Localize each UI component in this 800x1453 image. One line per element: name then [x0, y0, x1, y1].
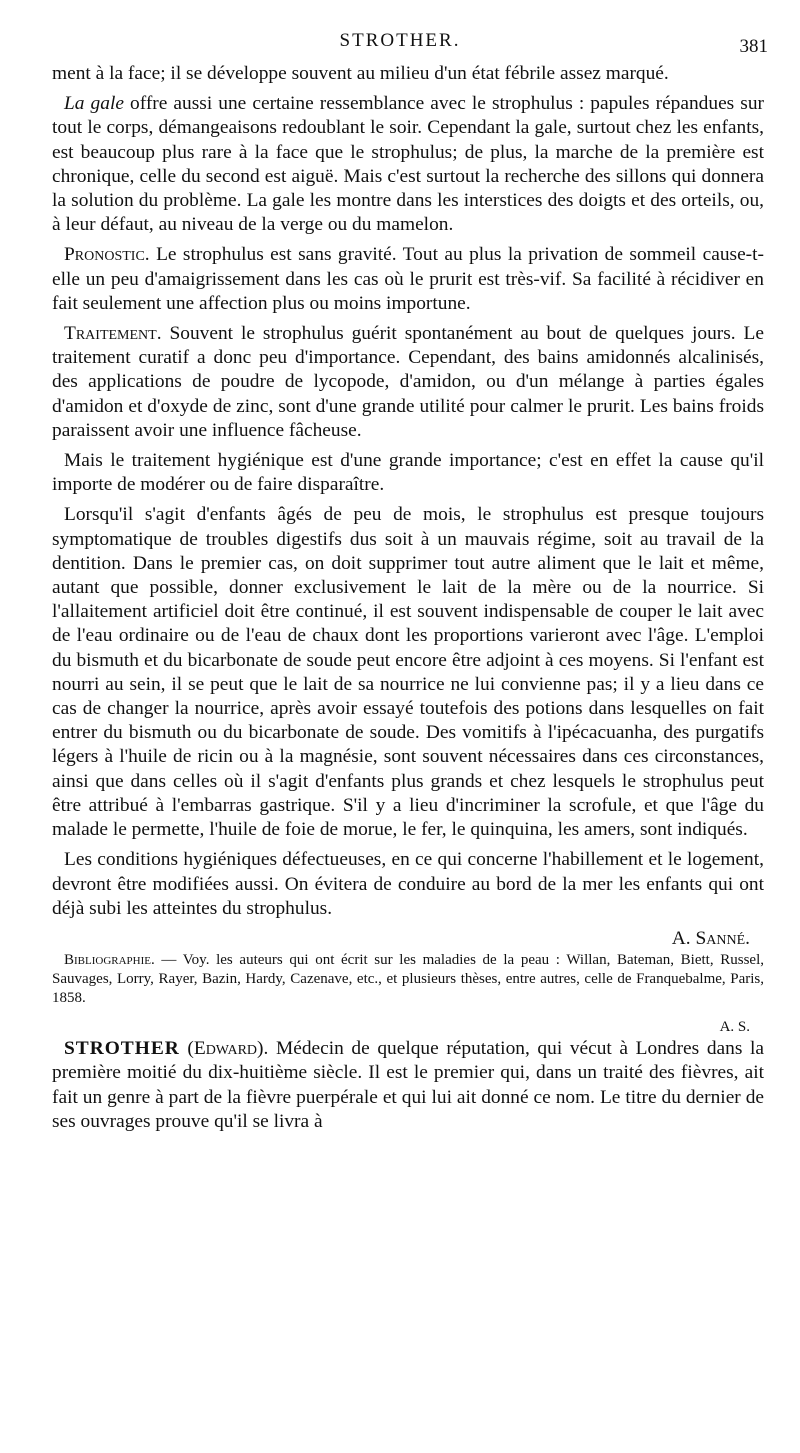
paragraph-continuation: ment à la face; il se développe souvent au milieu d'un état fébrile assez marqué. — [52, 63, 669, 84]
article-text: Médecin de quelque réputation, qui vécut à Londres dans la première moitié du dix-huitième siècle. Il est le premier qui, dans un traité des fièvres, ait fait un genre à part de la fièvre puerpérale et qui lui ait donné ce nom. Le titre du dernier de ses ouvrages prouve qu'il se livra à — [52, 1038, 764, 1132]
article-headword: STROTHER — [64, 1038, 180, 1060]
section-label-pronostic: Pronostic. — [64, 244, 150, 266]
paragraph-hygiene: Mais le traitement hygiénique est d'une grande importance; c'est en effet la cause qu'il importe de modérer ou de faire disparaître. — [52, 450, 764, 496]
paragraph-gale-text: offre aussi une certaine ressemblance avec le strophulus : papules répandues sur tout le corps, démangeaisons redoublant le soir. Cependant la gale, surtout chez les enfants, est beaucoup plus rare à la face que le strophulus; de plus, la marche de la première est chronique, celle du second est aiguë. Mais c'est surtout la recherche des sillons qui donnera la solution du problème. La gale les montre dans les interstices des doigts et des orteils, ou, à leur défaut, au niveau de la verge ou du mamelon. — [52, 93, 764, 236]
running-head: STROTHER. — [339, 30, 461, 51]
article-name: (Edward). — [187, 1038, 269, 1060]
article-strother — [52, 1037, 764, 1134]
paragraph-pronostic — [52, 243, 764, 316]
bibliography-signature: A. S. — [719, 1019, 750, 1036]
paragraph-enfants: Lorsqu'il s'agit d'enfants âgés de peu de mois, le strophulus est presque toujours symptomatique de troubles digestifs dus soit à un mauvais régime, soit au travail de la dentition. Dans le premier cas, on doit supprimer tout autre aliment que le lait et même, autant que possible, donner exclusivement le lait de la mère ou de la nourrice. Si l'allaitement artificiel doit être continué, il est souvent indispensable de couper le lait avec de l'eau ordinaire ou de l'eau de chaux dont les proportions varieront avec l'âge. L'emploi du bismuth et du bicarbonate de soude peut encore être adjoint à ces moyens. Si l'enfant est nourri au sein, il se peut que le lait de sa nourrice ne lui convienne pas; il y a lieu dans ce cas de changer la nourrice, après avoir essayé toutefois des potions dans lesquelles on fait entrer du bismuth ou du bicarbonate de soude. Des vomitifs à l'ipécacuanha, des purgatifs légers à l'huile de ricin ou à la magnésie, sont souvent nécessaires dans ces circonstances, ainsi que dans celles où il s'agit d'enfants plus grands et chez lesquels le strophulus peut être attribué à l'embarras gastrique. S'il y a lieu d'incriminer la scrofule, et que l'âge du malade le permette, l'huile de foie de morue, le fer, le quinquina, les amers, sont indiqués. — [52, 504, 764, 841]
section-label-traitement: Traitement. — [64, 323, 162, 345]
paragraph-conditions: Les conditions hygiéniques défectueuses, en ce qui concerne l'habillement et le logement, devront être modifiées aussi. On évitera de conduire au bord de la mer les enfants qui ont déjà subi les atteintes du strophulus. — [52, 849, 764, 919]
paragraph-gale — [52, 92, 764, 237]
bibliography-label: Bibliographie. — [64, 952, 155, 969]
lead-word-gale: La gale — [64, 93, 124, 115]
bibliography-text: — Voy. les auteurs qui ont écrit sur les maladies de la peau : Willan, Bateman, Biett, Russel, Sauvages, Lorry, Rayer, Bazin, Hardy, Cazenave, etc., et plusieurs thèses, entre autres, celle de Franquebalme, Paris, 1858. — [52, 952, 764, 1007]
page-number: 381 — [739, 36, 768, 57]
paragraph-traitement — [52, 322, 764, 443]
paragraph-pronostic-text: Le strophulus est sans gravité. Tout au plus la privation de sommeil cause-t-elle un peu d'amaigrissement dans les cas où le prurit est très-vif. Sa facilité à récidiver en fait seulement une affection plus ou moins importune. — [52, 244, 764, 314]
paragraph-traitement-text: Souvent le strophulus guérit spontanément au bout de quelques jours. Le traitement curatif a donc peu d'importance. Cependant, des bains amidonnés alcalinisés, des applications de poudre de lycopode, d'amidon, ou d'un mélange à parties égales d'amidon et d'oxyde de zinc, sont d'une grande utilité pour calmer le prurit. Les bains froids paraissent avoir une influence fâcheuse. — [52, 323, 764, 441]
author-signature: A. Sanné. — [671, 927, 750, 949]
body-text — [52, 62, 764, 1140]
bibliography-signature-row — [52, 1018, 764, 1037]
bibliography — [52, 951, 764, 1008]
author-signature-row — [52, 927, 764, 951]
